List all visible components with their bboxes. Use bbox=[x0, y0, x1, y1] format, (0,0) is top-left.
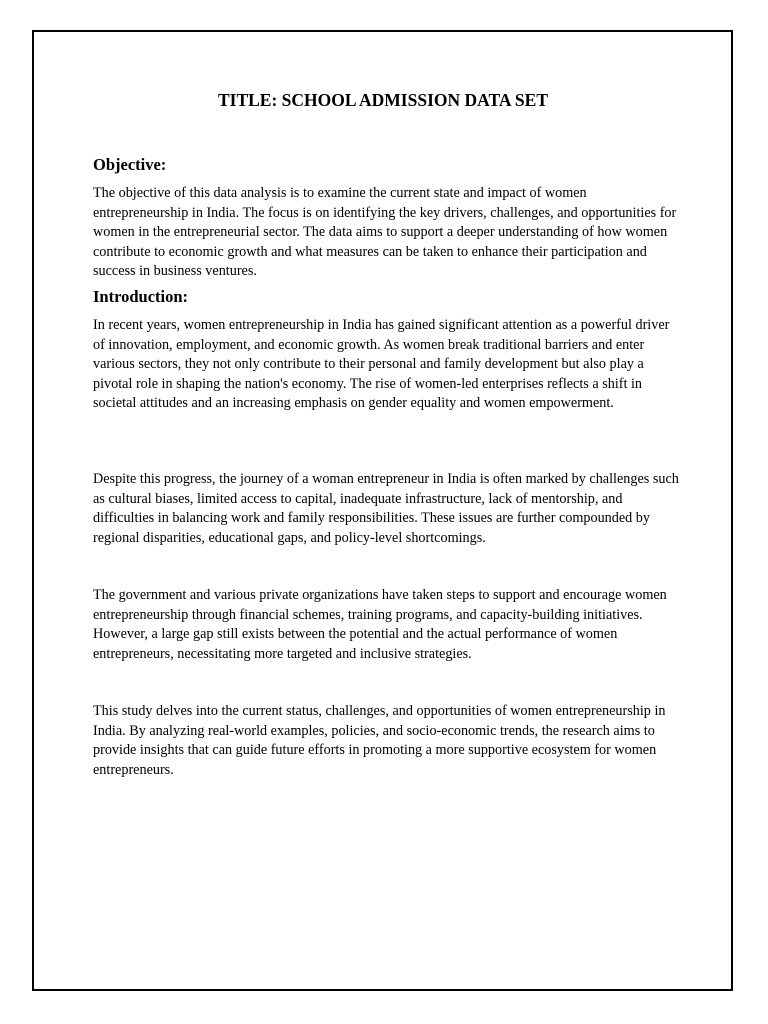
objective-heading: Objective: bbox=[93, 155, 167, 174]
intro-paragraph-1: In recent years, women entrepreneurship in India has gained significant attention as a powerful driver of innovation, employment, and economic growth. As women break traditional barriers and enter various sectors, they not only contribute to their personal and family development but also play a pivotal role in shaping the nation's economy. The rise of women-led enterprises reflects a shift in societal attitudes and an increasing emphasis on gender equality and women empowerment. bbox=[93, 317, 670, 411]
introduction-heading: Introduction: bbox=[93, 287, 189, 306]
intro-paragraph-2: Despite this progress, the journey of a woman entrepreneur in India is often marked by challenges such as cultural biases, limited access to capital, inadequate infrastructure, lack of mentorship, and difficulties in balancing work and family responsibilities. These issues are further compounded by regional disparities, educational gaps, and policy-level shortcomings. bbox=[93, 471, 679, 546]
intro-paragraph-4: This study delves into the current status, challenges, and opportunities of women entrepreneurship in India. By analyzing real-world examples, policies, and socio-economic trends, the research aims to provide insights that can guide future efforts in promoting a more supportive ecosystem for women entrepreneurs. bbox=[93, 703, 666, 778]
intro-paragraph-3: The government and various private organizations have taken steps to support and encourage women entrepreneurship through financial schemes, training programs, and capacity-building initiatives. However, a large gap still exists between the potential and the actual performance of women entrepreneurs, necessitating more targeted and inclusive strategies. bbox=[93, 587, 667, 662]
objective-paragraph: The objective of this data analysis is to examine the current state and impact of women entrepreneurship in India. The focus is on identifying the key drivers, challenges, and opportunities for women in the entrepreneurial sector. The data aims to support a deeper understanding of how women contribute to economic growth and what measures can be taken to enhance their participation and success in business ventures. bbox=[93, 185, 677, 279]
document-title: TITLE: SCHOOL ADMISSION DATA SET bbox=[217, 90, 548, 110]
